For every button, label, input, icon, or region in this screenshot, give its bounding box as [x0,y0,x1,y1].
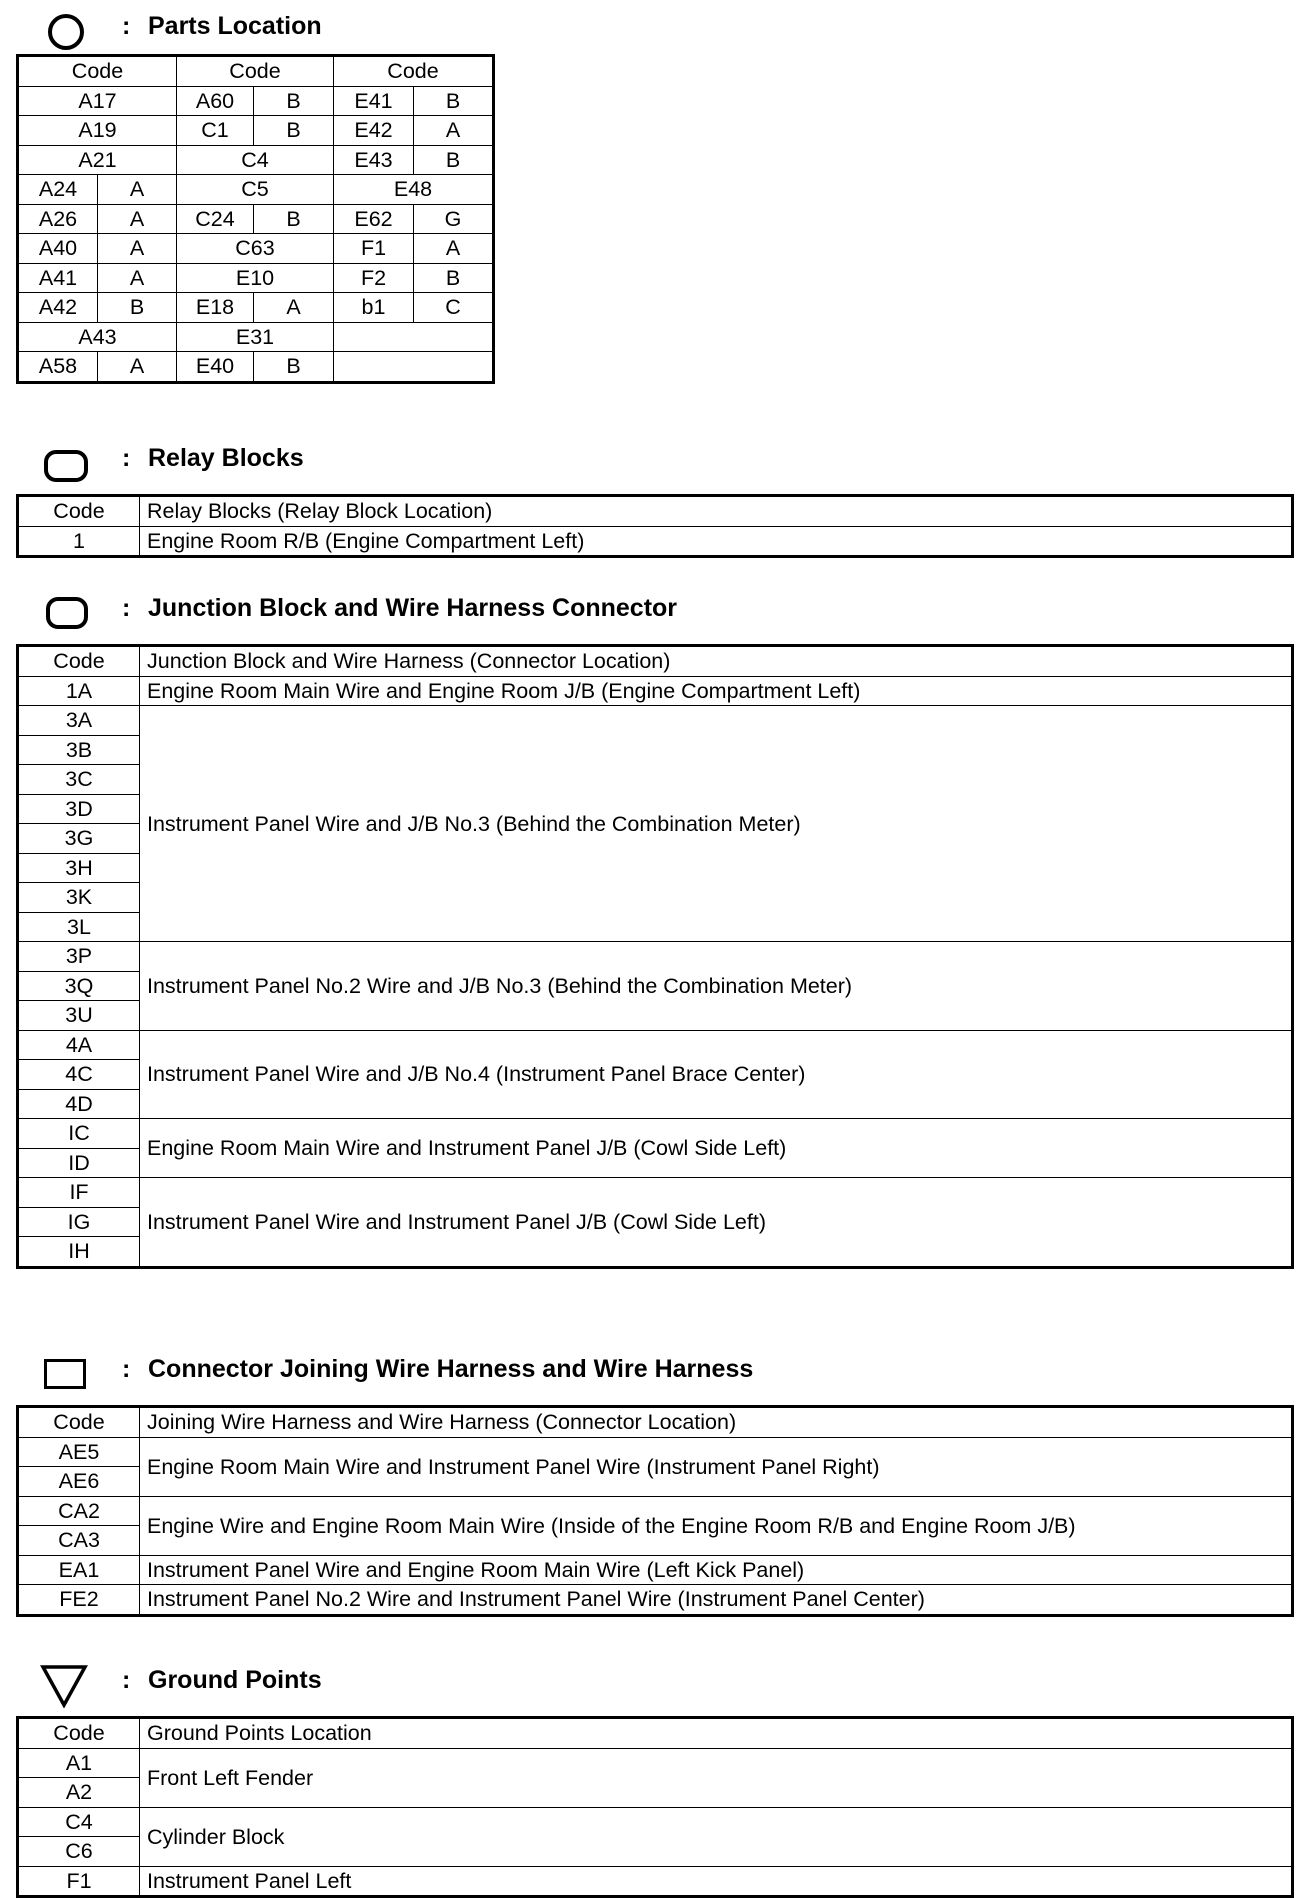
part-code-cell: b1 [334,293,414,323]
code-cell: IF [18,1178,140,1208]
part-code-cell: C24 [177,204,254,234]
heading-colon: : [122,1666,131,1694]
part-code-cell: A60 [177,86,254,116]
code-cell: C4 [18,1807,140,1837]
code-column-header: Code [18,1718,140,1749]
table-row [18,1030,1293,1060]
code-cell: 3H [18,853,140,883]
table-row [18,1496,1293,1526]
location-column-header: Junction Block and Wire Harness (Connector Location) [140,646,1293,677]
down-triangle-symbol-icon [40,1664,88,1708]
table-row [18,1437,1293,1467]
location-letter-cell: G [414,204,494,234]
part-code-cell: C1 [177,116,254,146]
part-code-cell: A43 [18,322,177,352]
part-code-cell: E48 [334,175,494,205]
code-cell: 3B [18,735,140,765]
section-title: Relay Blocks [148,444,304,472]
part-code-cell: A24 [18,175,98,205]
relay-blocks-table [16,494,1294,558]
part-code-cell: A41 [18,263,98,293]
location-letter-cell: A [98,204,177,234]
code-cell: 3P [18,942,140,972]
connector-joining-table [16,1405,1294,1617]
part-code-cell [334,322,494,352]
part-code-cell: A40 [18,234,98,264]
location-letter-cell: A [414,116,494,146]
part-code-cell: C5 [177,175,334,205]
location-letter-cell: A [98,175,177,205]
code-cell: ID [18,1148,140,1178]
table-row [18,175,494,205]
code-cell: 4A [18,1030,140,1060]
part-code-cell: A19 [18,116,177,146]
code-cell: F1 [18,1866,140,1897]
code-cell: IC [18,1119,140,1149]
location-letter-cell: A [98,234,177,264]
code-cell: EA1 [18,1555,140,1585]
code-column-header: Code [18,496,140,527]
table-row [18,263,494,293]
table-row [18,1119,1293,1149]
heading-colon: : [122,444,131,472]
code-cell: 3U [18,1001,140,1031]
part-code-cell: E42 [334,116,414,146]
table-header-row [18,1407,1293,1438]
location-letter-cell: B [254,204,334,234]
location-cell: Instrument Panel No.2 Wire and Instrument Panel Wire (Instrument Panel Center) [140,1585,1293,1616]
table-row [18,1585,1293,1616]
circle-symbol-icon [48,14,84,50]
table-row [18,1748,1293,1778]
table-row [18,293,494,323]
part-code-cell: C4 [177,145,334,175]
location-letter-cell: B [414,263,494,293]
location-letter-cell: A [98,263,177,293]
location-cell: Instrument Panel Wire and Engine Room Main Wire (Left Kick Panel) [140,1555,1293,1585]
location-letter-cell: B [254,86,334,116]
location-cell: Instrument Panel Wire and J/B No.3 (Behind the Combination Meter) [140,706,1293,942]
location-letter-cell: B [414,145,494,175]
code-cell: 1A [18,676,140,706]
section-title: Junction Block and Wire Harness Connector [148,594,678,622]
table-header-row [18,56,494,87]
location-letter-cell: B [254,352,334,383]
table-row [18,116,494,146]
part-code-cell: F1 [334,234,414,264]
location-cell: Instrument Panel Wire and J/B No.4 (Instrument Panel Brace Center) [140,1030,1293,1119]
rectangle-symbol-icon [44,1359,86,1389]
junction-blocks-table [16,644,1294,1269]
section-title: Connector Joining Wire Harness and Wire Harness [148,1355,754,1383]
code-cell: 3A [18,706,140,736]
table-row [18,352,494,383]
part-code-cell: E41 [334,86,414,116]
table-row [18,234,494,264]
code-cell: 3C [18,765,140,795]
table-row [18,1555,1293,1585]
column-header: Code [334,56,494,87]
table-row [18,526,1293,557]
code-column-header: Code [18,646,140,677]
table-header-row [18,496,1293,527]
part-code-cell: A42 [18,293,98,323]
location-letter-cell: A [414,234,494,264]
code-cell: AE6 [18,1467,140,1497]
location-column-header: Joining Wire Harness and Wire Harness (Connector Location) [140,1407,1293,1438]
code-cell: IH [18,1237,140,1268]
location-cell: Instrument Panel Left [140,1866,1293,1897]
location-letter-cell: C [414,293,494,323]
code-cell: A1 [18,1748,140,1778]
code-cell: 1 [18,526,140,557]
location-column-header: Relay Blocks (Relay Block Location) [140,496,1293,527]
table-row [18,204,494,234]
table-header-row [18,646,1293,677]
code-cell: IG [18,1207,140,1237]
code-cell: 3L [18,912,140,942]
part-code-cell: E43 [334,145,414,175]
table-row [18,706,1293,736]
table-row [18,322,494,352]
location-letter-cell: A [254,293,334,323]
rounded-rect-bold-symbol-icon [46,597,88,629]
part-code-cell: E10 [177,263,334,293]
part-code-cell: E62 [334,204,414,234]
code-cell: C6 [18,1837,140,1867]
table-row [18,1807,1293,1837]
location-cell: Engine Room R/B (Engine Compartment Left) [140,526,1293,557]
code-cell: 3Q [18,971,140,1001]
heading-colon: : [122,1355,131,1383]
part-code-cell: A17 [18,86,177,116]
location-letter-cell: B [98,293,177,323]
table-header-row [18,1718,1293,1749]
section-title: Parts Location [148,12,322,40]
column-header: Code [18,56,177,87]
code-cell: CA3 [18,1526,140,1556]
code-cell: 3K [18,883,140,913]
code-cell: AE5 [18,1437,140,1467]
part-code-cell: C63 [177,234,334,264]
location-letter-cell: A [98,352,177,383]
part-code-cell: E31 [177,322,334,352]
column-header: Code [177,56,334,87]
table-row [18,1178,1293,1208]
heading-colon: : [122,594,131,622]
code-cell: 4C [18,1060,140,1090]
part-code-cell: E18 [177,293,254,323]
part-code-cell: A26 [18,204,98,234]
location-cell: Engine Room Main Wire and Instrument Panel J/B (Cowl Side Left) [140,1119,1293,1178]
code-cell: 3G [18,824,140,854]
location-letter-cell: B [254,116,334,146]
code-cell: A2 [18,1778,140,1808]
table-row [18,145,494,175]
location-cell: Instrument Panel No.2 Wire and J/B No.3 (Behind the Combination Meter) [140,942,1293,1031]
part-code-cell: A58 [18,352,98,383]
parts-location-table [16,54,495,384]
part-code-cell: A21 [18,145,177,175]
code-cell: FE2 [18,1585,140,1616]
ground-points-table [16,1716,1294,1898]
heading-colon: : [122,12,131,40]
section-title: Ground Points [148,1666,322,1694]
rounded-rect-symbol-icon [44,450,88,482]
location-cell: Engine Wire and Engine Room Main Wire (Inside of the Engine Room R/B and Engine Room J/B) [140,1496,1293,1555]
table-row [18,86,494,116]
code-cell: CA2 [18,1496,140,1526]
part-code-cell: F2 [334,263,414,293]
location-cell: Front Left Fender [140,1748,1293,1807]
location-letter-cell: B [414,86,494,116]
code-cell: 3D [18,794,140,824]
part-code-cell: E40 [177,352,254,383]
location-cell: Engine Room Main Wire and Engine Room J/B (Engine Compartment Left) [140,676,1293,706]
location-cell: Cylinder Block [140,1807,1293,1866]
code-cell: 4D [18,1089,140,1119]
code-column-header: Code [18,1407,140,1438]
part-code-cell [334,352,494,383]
location-cell: Engine Room Main Wire and Instrument Panel Wire (Instrument Panel Right) [140,1437,1293,1496]
table-row [18,942,1293,972]
table-row [18,676,1293,706]
location-cell: Instrument Panel Wire and Instrument Panel J/B (Cowl Side Left) [140,1178,1293,1268]
location-column-header: Ground Points Location [140,1718,1293,1749]
